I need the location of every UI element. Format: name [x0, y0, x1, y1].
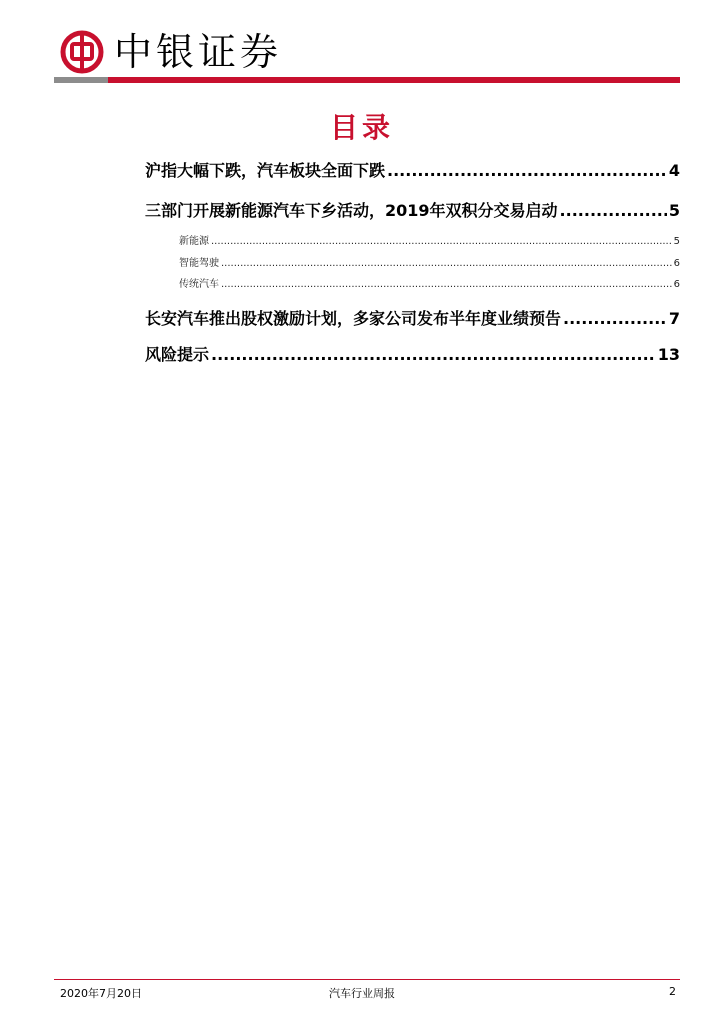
toc-entry-title: 沪指大幅下跌，汽车板块全面下跌 [145, 161, 386, 180]
toc-leader [211, 345, 656, 364]
toc-entry-page: 13 [657, 345, 680, 364]
toc-entry-page: 7 [668, 309, 680, 328]
toc-entry-page: 5 [668, 201, 680, 220]
bank-of-china-logo-icon [60, 30, 104, 74]
toc-leader [211, 236, 672, 247]
toc-entry-title: 智能驾驶 [179, 258, 219, 269]
toc-entry[interactable] [145, 342, 680, 365]
footer-date: 2020年7月20日 [60, 987, 142, 1000]
toc-entry-page: 6 [673, 279, 680, 290]
toc-entry-title: 新能源 [179, 236, 209, 247]
toc-subentry[interactable] [179, 232, 680, 247]
footer-report-name: 汽车行业周报 [329, 987, 395, 1000]
toc-entry[interactable] [145, 198, 680, 221]
toc-entry-page: 5 [673, 236, 680, 247]
page-header [0, 0, 724, 84]
toc-entry[interactable] [145, 158, 680, 181]
toc-title: 目录 [329, 111, 394, 144]
toc-entry-title: 传统汽车 [179, 279, 219, 290]
toc-entry-title: 三部门开展新能源汽车下乡活动，2019年双积分交易启动 [145, 201, 558, 220]
toc-entry-title: 长安汽车推出股权激励计划，多家公司发布半年度业绩预告 [145, 309, 562, 328]
toc-entry-page: 4 [668, 161, 680, 180]
brand-name: 中银证券 [114, 30, 283, 74]
toc-leader [560, 201, 667, 220]
toc-leader [563, 309, 667, 328]
toc-leader [387, 161, 667, 180]
header-rule-red [108, 77, 680, 83]
toc-subentry[interactable] [179, 275, 680, 290]
toc-leader [221, 258, 672, 269]
toc-entry-page: 6 [673, 258, 680, 269]
toc-leader [221, 279, 672, 290]
toc-entry-title: 风险提示 [145, 345, 210, 364]
footer-page-number: 2 [669, 985, 676, 998]
toc-subentry[interactable] [179, 254, 680, 269]
header-rule-gray [54, 77, 108, 83]
toc-entry[interactable] [145, 306, 680, 329]
footer-rule [54, 979, 680, 980]
